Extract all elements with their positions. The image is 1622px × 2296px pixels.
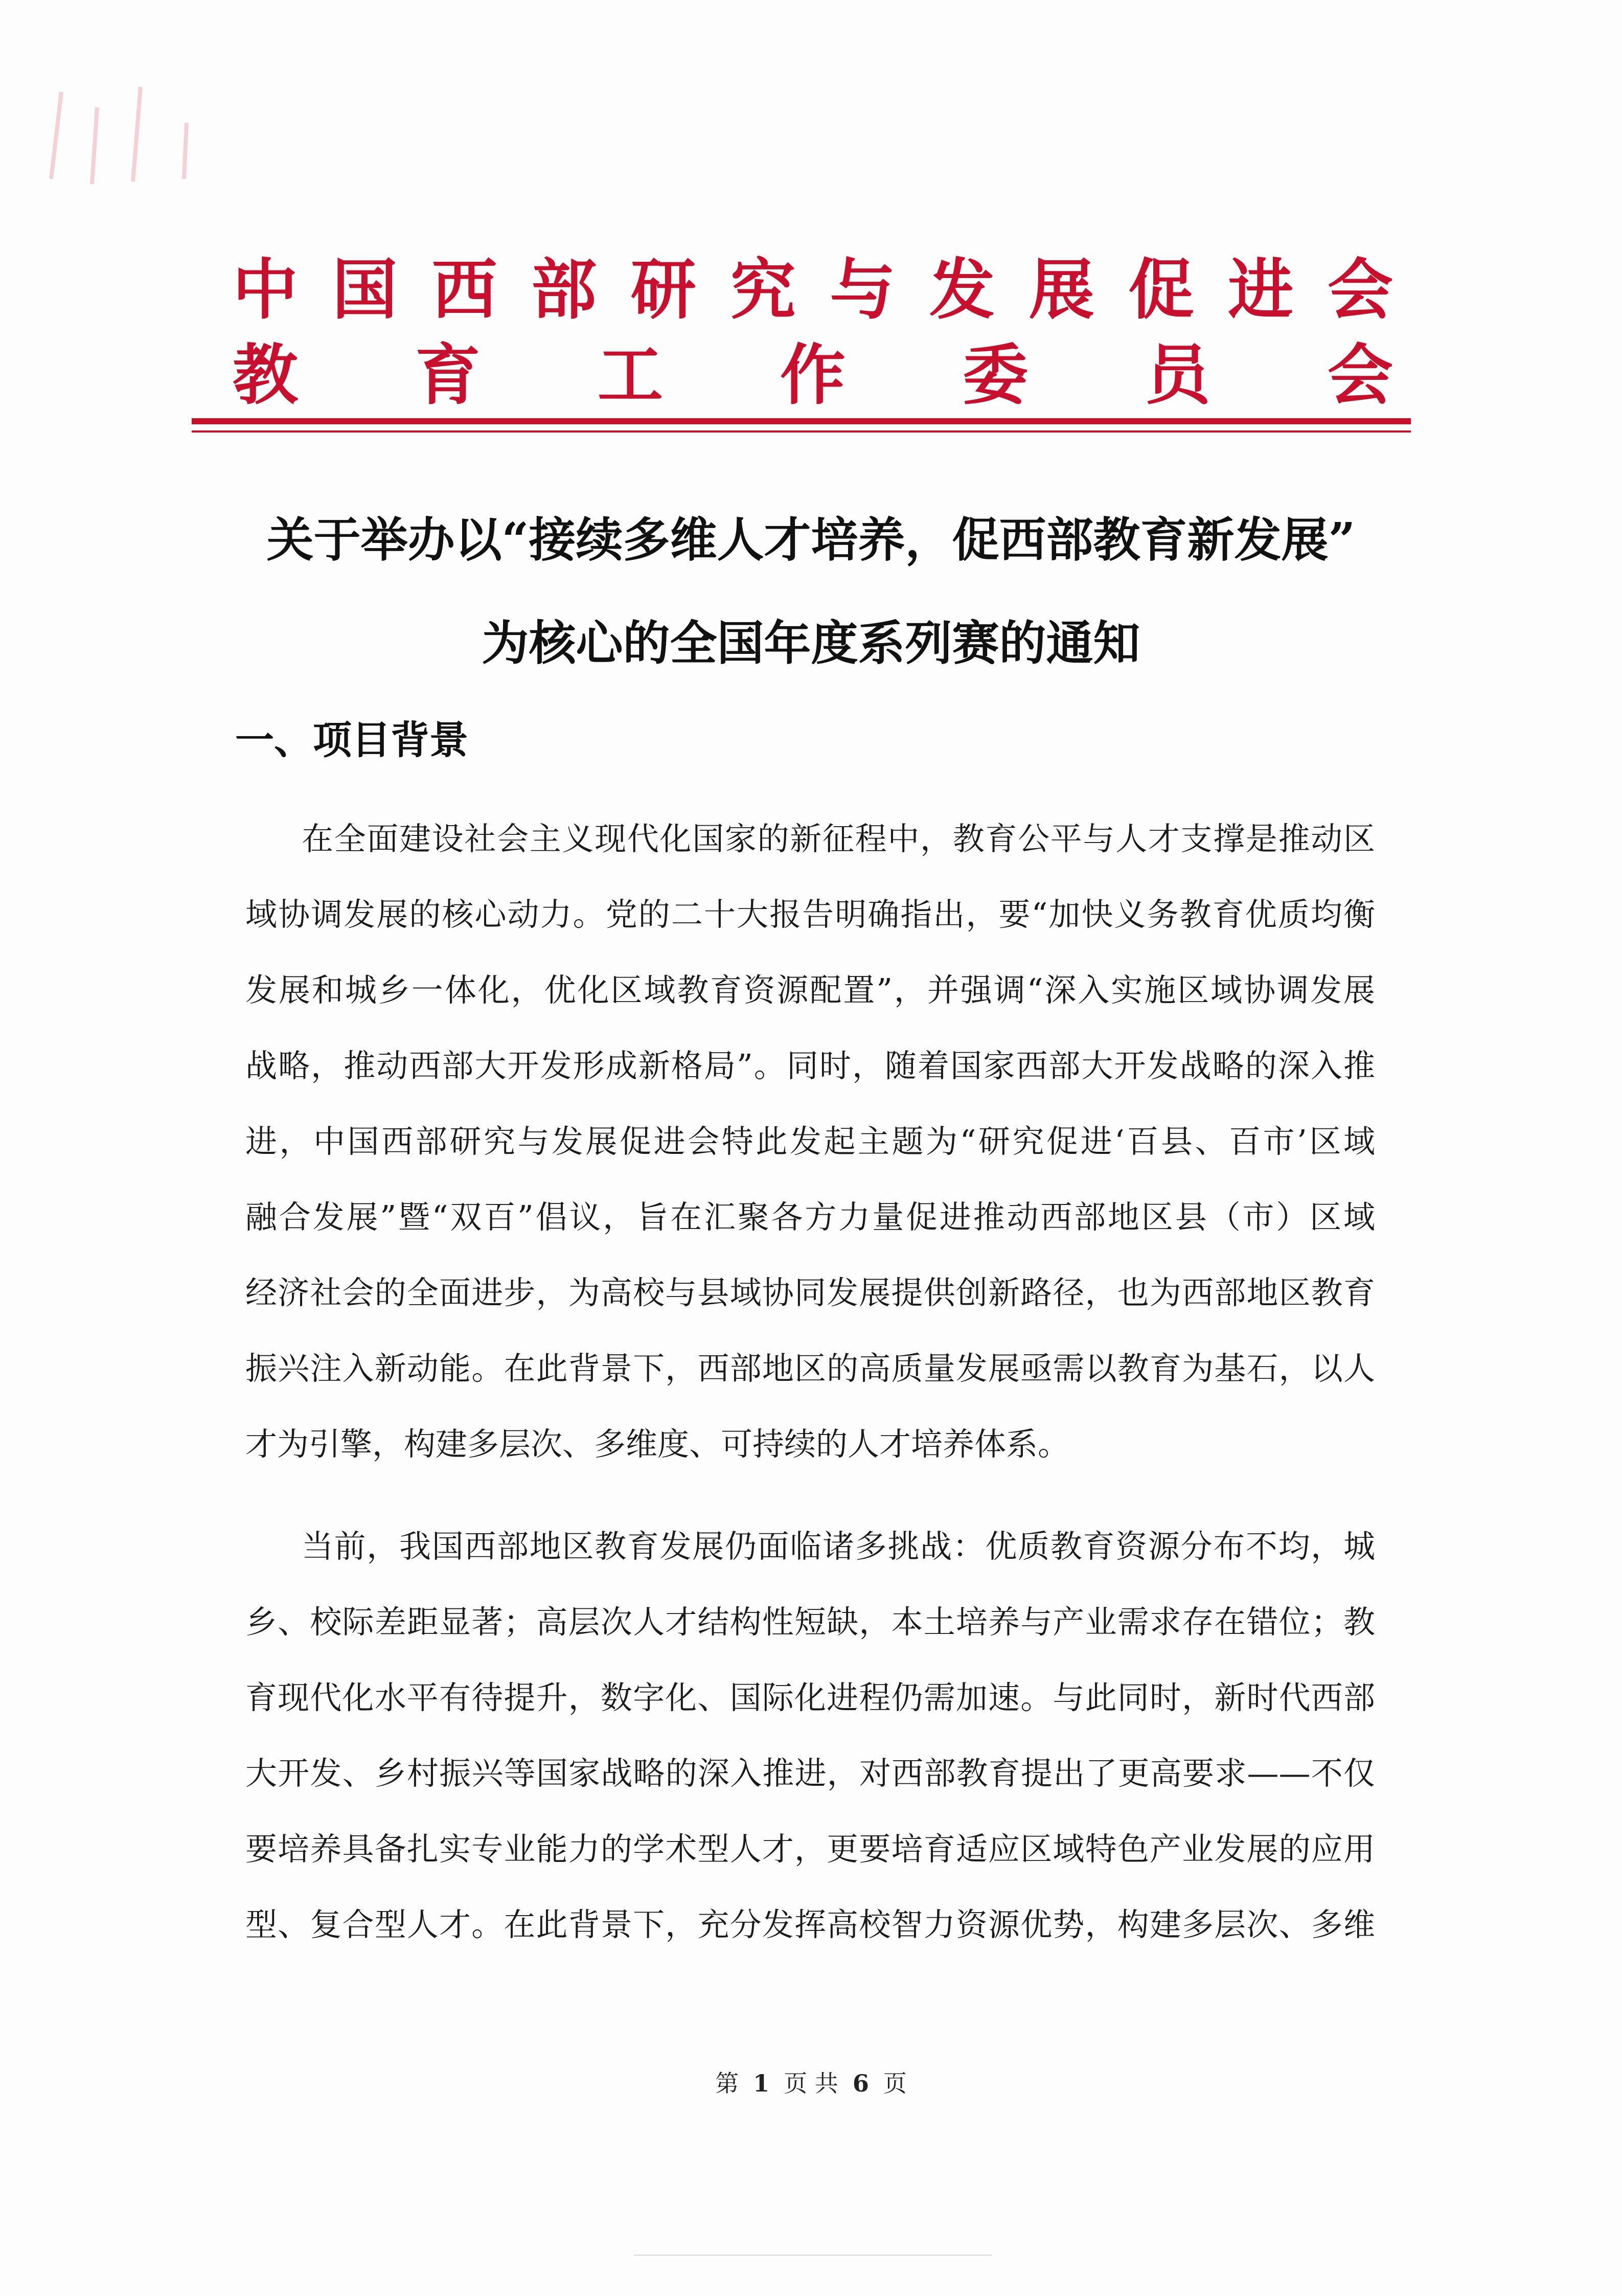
letterhead-char: 中	[233, 252, 299, 328]
paragraph-line: 融合发展”暨“双百”倡议，旨在汇聚各方力量促进推动西部地区县（市）区域	[245, 1198, 1375, 1236]
notice-title-line-2: 为核心的全国年度系列赛的通知	[482, 616, 1140, 671]
letterhead-char: 西	[431, 252, 497, 328]
footer-middle: 页 共	[784, 2070, 838, 2097]
letterhead-char: 发	[929, 252, 995, 328]
letterhead-char: 教	[233, 337, 299, 414]
letterhead-char: 与	[830, 252, 896, 328]
paragraph-line: 育现代化水平有待提升，数字化、国际化进程仍需加速。与此同时，新时代西部	[245, 1679, 1375, 1716]
letterhead-char: 部	[531, 252, 597, 328]
letterhead-char: 展	[1029, 252, 1094, 328]
paragraph-line: 振兴注入新动能。在此背景下，西部地区的高质量发展亟需以教育为基石，以人	[245, 1350, 1375, 1387]
letterhead-line-1	[233, 252, 1393, 328]
letterhead-char: 国	[332, 252, 398, 328]
bottom-scan-line	[634, 2255, 992, 2256]
footer-page-number: 1	[753, 2070, 770, 2097]
letterhead-char: 究	[730, 252, 796, 328]
letterhead-char: 工	[597, 337, 663, 414]
paragraph-line: 乡、校际差距显著；高层次人才结构性短缺，本土培养与产业需求存在错位；教	[245, 1603, 1375, 1641]
paragraph-line: 域协调发展的核心动力。党的二十大报告明确指出，要“加快义务教育优质均衡	[245, 896, 1375, 933]
notice-title-line-1: 关于举办以“接续多维人才培养，促西部教育新发展”	[266, 512, 1356, 567]
section-heading: 一、项目背景	[235, 717, 468, 763]
paragraph-line: 经济社会的全面进步，为高校与县域协同发展提供创新路径，也为西部地区教育	[245, 1274, 1375, 1311]
paragraph-line: 要培养具备扎实专业能力的学术型人才，更要培育适应区域特色产业发展的应用	[245, 1830, 1375, 1868]
scan-artifact	[31, 77, 276, 189]
letterhead-char: 促	[1128, 252, 1194, 328]
paragraph-line: 发展和城乡一体化，优化区域教育资源配置”，并强调“深入实施区域协调发展	[245, 971, 1375, 1009]
letterhead-line-2	[233, 337, 1393, 414]
paragraph-line: 进，中国西部研究与发展促进会特此发起主题为“研究促进‘百县、百市’区域	[245, 1123, 1375, 1160]
paragraph-line: 当前，我国西部地区教育发展仍面临诸多挑战：优质教育资源分布不均，城	[302, 1528, 1375, 1565]
letterhead-rule-thin	[192, 430, 1411, 433]
letterhead-char: 会	[1327, 337, 1393, 414]
paragraph-line: 型、复合型人才。在此背景下，充分发挥高校智力资源优势，构建多层次、多维	[245, 1906, 1375, 1943]
paragraph-line: 在全面建设社会主义现代化国家的新征程中，教育公平与人才支撑是推动区	[302, 820, 1375, 857]
paragraph-line: 战略，推动西部大开发形成新格局”。同时，随着国家西部大开发战略的深入推	[245, 1047, 1375, 1084]
letterhead-rule-thick	[192, 418, 1411, 424]
letterhead-char: 委	[962, 337, 1028, 414]
paragraph-line: 才为引擎，构建多层次、多维度、可持续的人才培养体系。	[245, 1425, 1070, 1463]
page-footer	[0, 2072, 1622, 2095]
footer-suffix: 页	[883, 2070, 907, 2097]
letterhead-char: 进	[1228, 252, 1294, 328]
letterhead-char: 员	[1145, 337, 1210, 414]
footer-prefix: 第	[715, 2070, 739, 2097]
letterhead-char: 研	[630, 252, 696, 328]
letterhead-char: 会	[1327, 252, 1393, 328]
footer-total-pages: 6	[852, 2070, 869, 2097]
letterhead-char: 育	[415, 337, 481, 414]
letterhead-char: 作	[780, 337, 846, 414]
paragraph-line: 大开发、乡村振兴等国家战略的深入推进，对西部教育提出了更高要求——不仅	[245, 1755, 1375, 1792]
